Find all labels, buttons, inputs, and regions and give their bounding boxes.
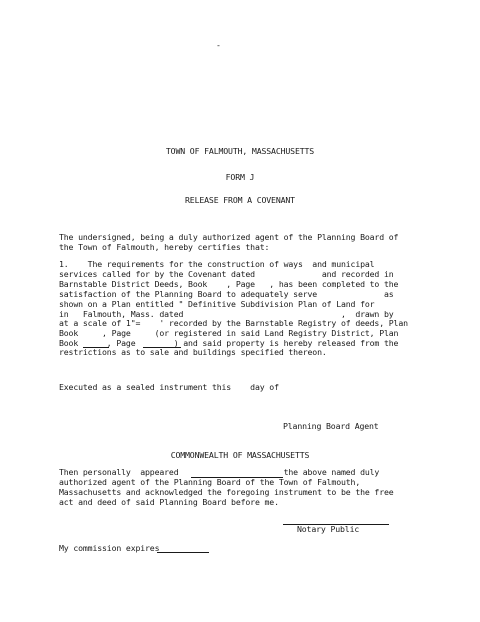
intro-line-2: the Town of Falmouth, hereby certifies that:	[59, 242, 270, 252]
clause-line-8: Book , Page (or registered in said Land Registry District, Plan	[59, 328, 399, 338]
form-label: FORM J	[225, 172, 255, 182]
commonwealth-heading: COMMONWEALTH OF MASSACHUSETTS	[170, 450, 310, 460]
clause-line-6: in Falmouth, Mass. dated , drawn by	[59, 309, 394, 319]
notary-label: Notary Public	[297, 524, 360, 534]
agent-signature-label: Planning Board Agent	[283, 421, 379, 431]
ack-line-3: Massachusetts and acknowledged the foregoing instrument to be the free	[59, 487, 394, 497]
ack-line-4: act and deed of said Planning Board before me.	[59, 497, 279, 507]
clause-line-2: services called for by the Covenant dated and recorded in	[59, 269, 394, 279]
ack-line-1: Then personally appeared the above named duly	[59, 467, 380, 477]
intro-line-1: The undersigned, being a duly authorized agent of the Planning Board of	[59, 232, 399, 242]
clause-line-10: restrictions as to sale and buildings specified thereon.	[59, 347, 327, 357]
document-title: RELEASE FROM A COVENANT	[185, 195, 295, 205]
commission-label: My commission expires	[59, 543, 160, 553]
clause-line-7: at a scale of 1"= ' recorded by the Barnstable Registry of deeds, Plan	[59, 318, 408, 328]
page-blank-line	[143, 347, 181, 348]
clause-line-1: 1. The requirements for the construction of ways and municipal	[59, 259, 375, 269]
top-mark: -	[216, 40, 221, 50]
execution-line: Executed as a sealed instrument this day of	[59, 382, 279, 392]
ack-line-2: authorized agent of the Planning Board of the Town of Falmouth,	[59, 477, 361, 487]
commission-date-line	[157, 552, 209, 553]
clause-line-3: Barnstable District Deeds, Book , Page , has been completed to the	[59, 279, 399, 289]
clause-line-5: shown on a Plan entitled " Definitive Subdivision Plan of Land for	[59, 299, 375, 309]
book-blank-line	[83, 347, 109, 348]
clause-line-9: Book , Page ) and said property is hereby released from the	[59, 338, 399, 348]
town-heading: TOWN OF FALMOUTH, MASSACHUSETTS	[165, 146, 315, 156]
clause-line-4: satisfaction of the Planning Board to adequately serve as	[59, 289, 394, 299]
